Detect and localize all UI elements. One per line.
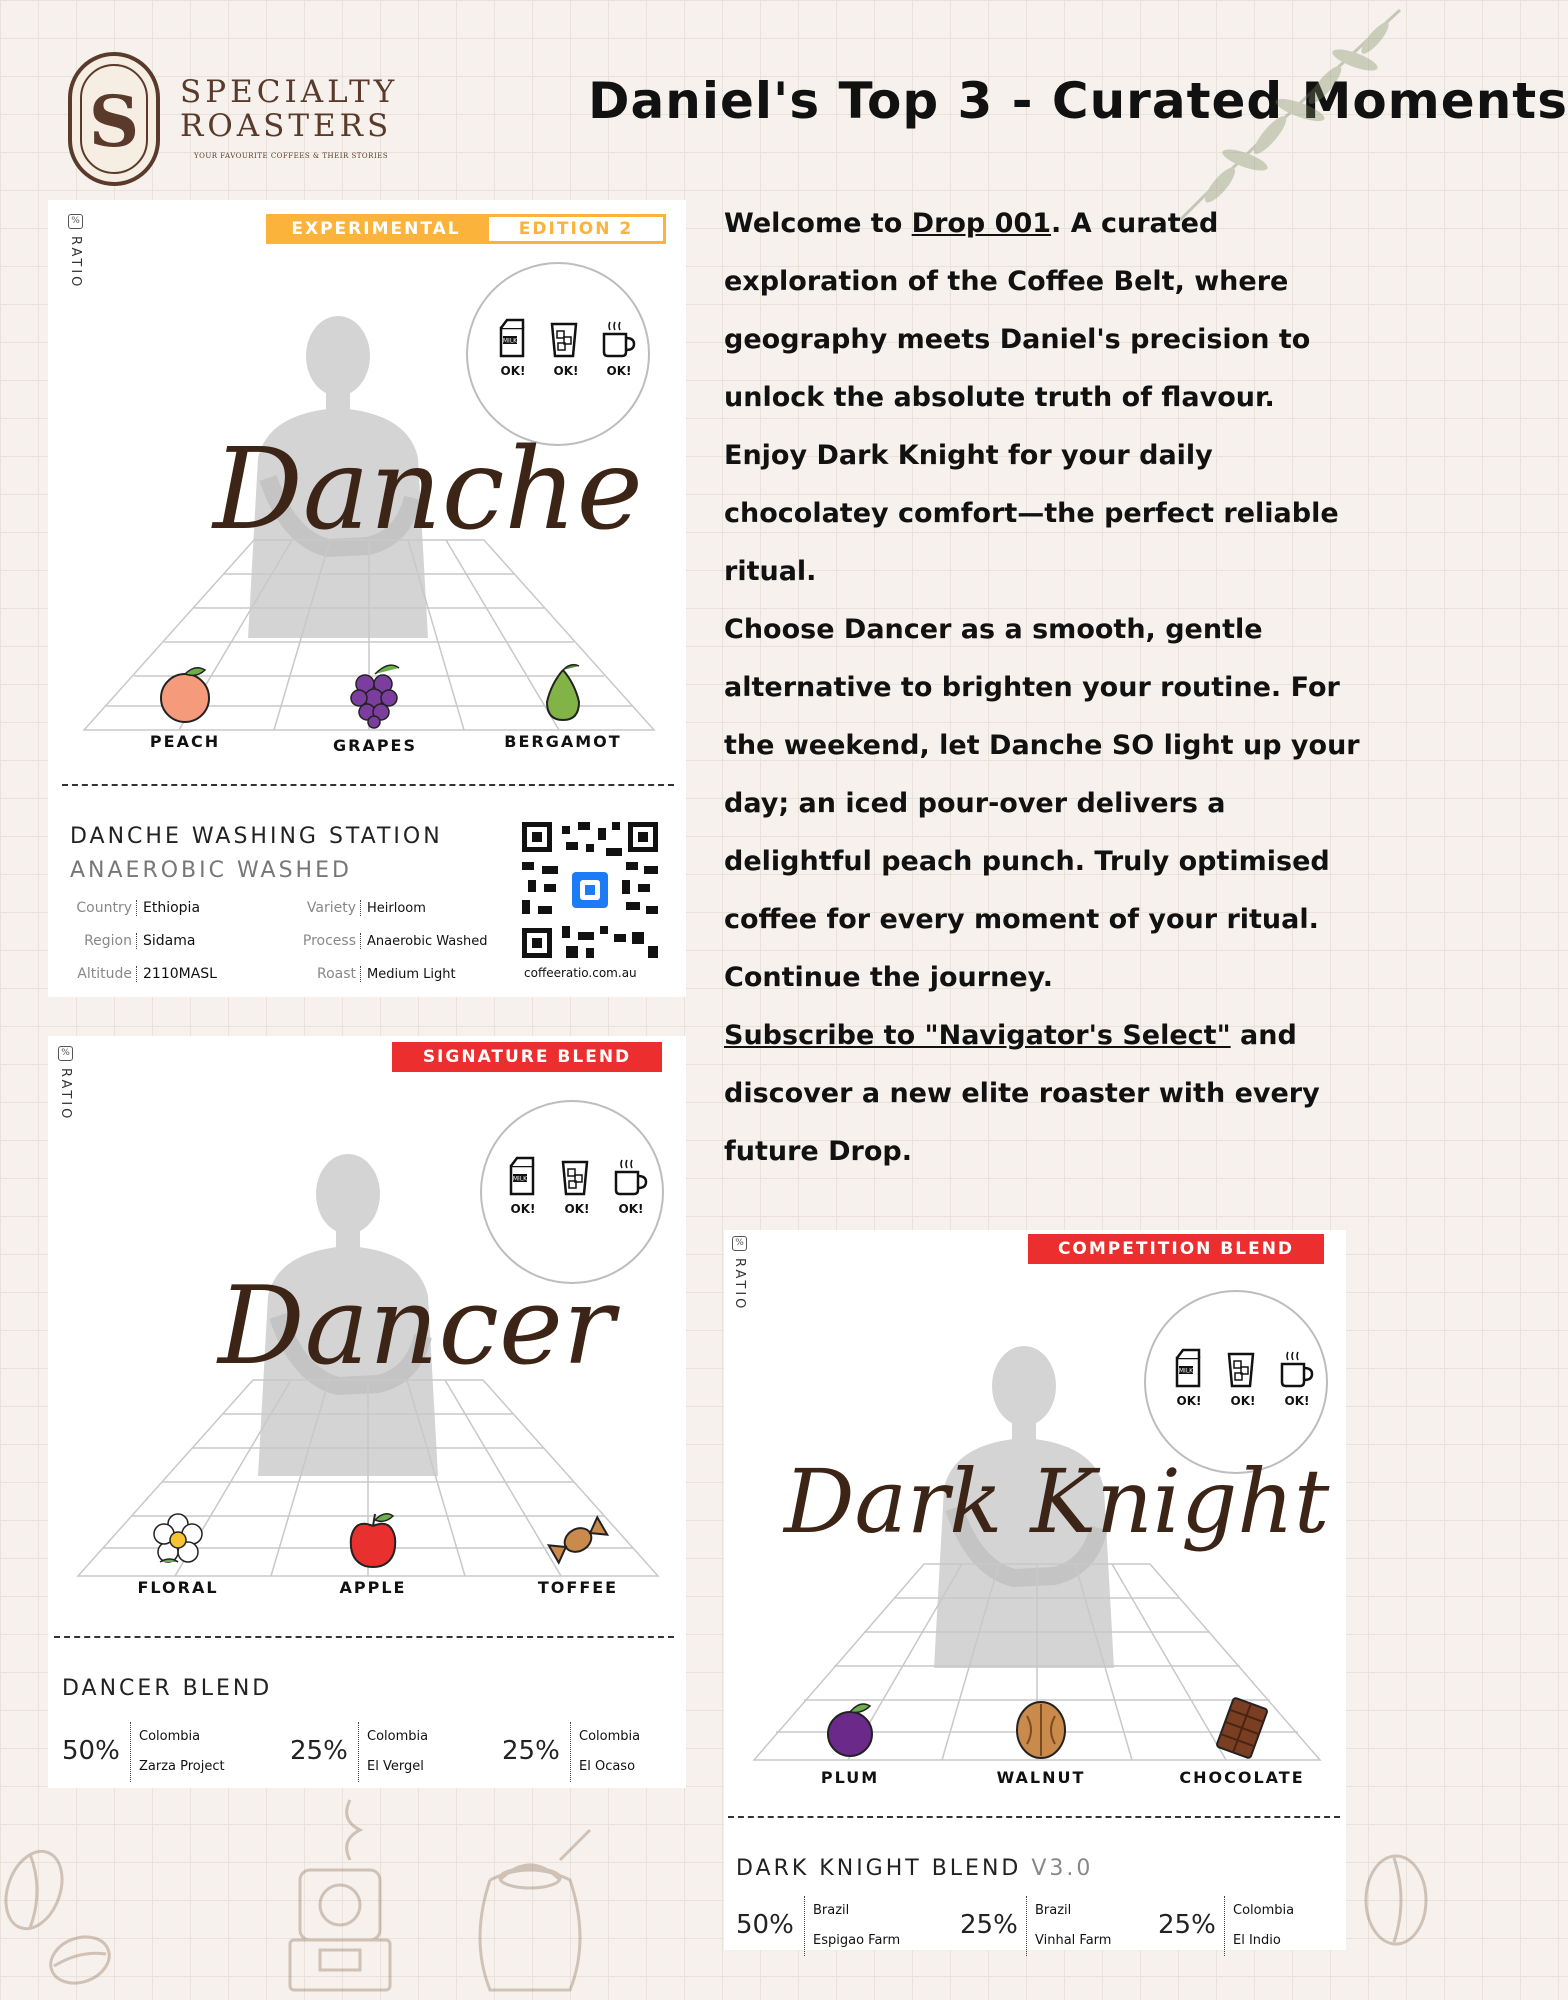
flavour-floral bbox=[98, 1510, 258, 1597]
component-origin: Colombia Zarza Project bbox=[130, 1722, 225, 1782]
flavour-chocolate bbox=[1162, 1696, 1322, 1787]
iced-ok-label: OK! bbox=[564, 1202, 590, 1216]
milk-icon bbox=[488, 318, 538, 378]
competition-blend-badge: COMPETITION BLEND bbox=[1028, 1234, 1324, 1264]
ratio-label: RATIO bbox=[732, 1258, 747, 1312]
hot-cup-icon bbox=[594, 318, 644, 378]
subscribe-link[interactable]: Subscribe to "Navigator's Select" bbox=[724, 1020, 1231, 1051]
ratio-label: RATIO bbox=[68, 236, 83, 290]
component-pct: 50% bbox=[62, 1736, 120, 1766]
detail-variety: Variety Heirloom bbox=[288, 900, 426, 916]
coffee-beans-decoration-icon bbox=[0, 1840, 120, 2000]
blend-title: DANCER BLEND bbox=[62, 1676, 273, 1701]
milk-ok-label: OK! bbox=[1176, 1394, 1202, 1408]
coffee-name: Dark Knight bbox=[784, 1450, 1330, 1553]
milk-icon bbox=[1164, 1348, 1214, 1408]
flavour-label: BERGAMOT bbox=[504, 732, 622, 751]
iced-icon bbox=[541, 318, 591, 378]
component-pct: 50% bbox=[736, 1910, 794, 1940]
process-subtitle: ANAEROBIC WASHED bbox=[70, 858, 352, 883]
blend-title: DARK KNIGHT BLEND V3.0 bbox=[736, 1856, 1094, 1881]
qr-code[interactable] bbox=[522, 822, 658, 958]
bergamot-icon bbox=[533, 660, 593, 724]
coffee-sack-decoration-icon bbox=[460, 1820, 600, 2000]
brand-tagline: YOUR FAVOURITE COFFEES & THEIR STORIES bbox=[194, 152, 389, 160]
roaster-machine-decoration-icon bbox=[270, 1790, 410, 2000]
apple-icon bbox=[343, 1510, 403, 1570]
flower-icon bbox=[148, 1510, 208, 1570]
detail-roast: Roast Medium Light bbox=[288, 966, 456, 982]
milk-ok-label: OK! bbox=[500, 364, 526, 378]
danche-card bbox=[48, 200, 686, 997]
plum-icon bbox=[820, 1696, 880, 1760]
flavour-bergamot bbox=[483, 660, 643, 751]
flavour-label: FLORAL bbox=[137, 1578, 219, 1597]
ratio-label: RATIO bbox=[58, 1068, 73, 1122]
flavour-label: PEACH bbox=[149, 732, 221, 751]
component-origin: Colombia El Indio bbox=[1224, 1896, 1294, 1956]
divider bbox=[62, 784, 674, 786]
detail-altitude: Altitude 2110MASL bbox=[60, 966, 217, 982]
website-url[interactable]: coffeeratio.com.au bbox=[524, 966, 637, 980]
iced-ok-label: OK! bbox=[553, 364, 579, 378]
detail-country: Country Ethiopia bbox=[60, 900, 200, 916]
coffee-name: Danche bbox=[213, 425, 643, 555]
hot-ok-label: OK! bbox=[618, 1202, 644, 1216]
detail-process: Process Anaerobic Washed bbox=[288, 933, 488, 949]
intro-p2: Enjoy Dark Knight for your daily chocolatey comfort—the perfect reliable ritual. bbox=[724, 440, 1339, 587]
flavour-label: CHOCOLATE bbox=[1179, 1768, 1305, 1787]
flavour-label: TOFFEE bbox=[537, 1578, 619, 1597]
intro-p5-post: and discover a new elite roaster with every future Drop. bbox=[724, 1020, 1320, 1167]
ratio-logo-icon: % bbox=[58, 1046, 73, 1061]
milk-ok-label: OK! bbox=[510, 1202, 536, 1216]
flavour-grapes bbox=[295, 660, 455, 755]
intro-p1-post: . A curated exploration of the Coffee Belt, where geography meets Daniel's precision to unlock the absolute truth of flavour. bbox=[724, 208, 1311, 413]
iced-icon bbox=[1218, 1348, 1268, 1408]
brand-logo bbox=[68, 52, 160, 186]
dark-knight-card bbox=[724, 1230, 1346, 1950]
iced-icon bbox=[552, 1156, 602, 1216]
component-origin: Brazil Vinhal Farm bbox=[1026, 1896, 1111, 1956]
component-pct: 25% bbox=[502, 1736, 560, 1766]
milk-icon bbox=[498, 1156, 548, 1216]
peach-icon bbox=[155, 660, 215, 724]
signature-blend-badge: SIGNATURE BLEND bbox=[392, 1042, 662, 1072]
ratio-logo-icon: % bbox=[732, 1236, 747, 1251]
experimental-badge: EXPERIMENTAL bbox=[266, 214, 486, 244]
divider bbox=[54, 1636, 674, 1638]
drop-001-link[interactable]: Drop 001 bbox=[911, 208, 1052, 239]
page-title: Daniel's Top 3 - Curated Moments bbox=[588, 72, 1568, 130]
flavour-apple bbox=[293, 1510, 453, 1597]
flavour-label: GRAPES bbox=[332, 736, 417, 755]
iced-ok-label: OK! bbox=[1230, 1394, 1256, 1408]
flavour-plum bbox=[770, 1696, 930, 1787]
coffee-bean-right-decoration-icon bbox=[1346, 1840, 1409, 1980]
brand-name-line2: ROASTERS bbox=[180, 108, 393, 144]
component-origin: Brazil Espigao Farm bbox=[804, 1896, 900, 1956]
flavour-toffee bbox=[498, 1510, 658, 1597]
dancer-card bbox=[48, 1036, 686, 1788]
hot-cup-icon bbox=[606, 1156, 656, 1216]
chocolate-icon bbox=[1212, 1696, 1272, 1760]
component-pct: 25% bbox=[1158, 1910, 1216, 1940]
flavour-label: APPLE bbox=[339, 1578, 407, 1597]
flavour-label: PLUM bbox=[820, 1768, 880, 1787]
component-pct: 25% bbox=[290, 1736, 348, 1766]
hot-ok-label: OK! bbox=[1284, 1394, 1310, 1408]
version-label: V3.0 bbox=[1031, 1856, 1094, 1881]
intro-text bbox=[724, 195, 1364, 1181]
intro-p3: Choose Dancer as a smooth, gentle alternative to brighten your routine. For the weekend, let Danche SO light up your day; an iced pour-over delivers a delightful peach punch. Truly optimised coffee for every moment of your ritual. bbox=[724, 614, 1360, 935]
intro-p4: Continue the journey. bbox=[724, 962, 1053, 993]
station-title: DANCHE WASHING STATION bbox=[70, 824, 443, 849]
brand-name-line1: SPECIALTY bbox=[180, 74, 399, 110]
component-pct: 25% bbox=[960, 1910, 1018, 1940]
flavour-peach bbox=[105, 660, 265, 751]
ratio-logo-icon: % bbox=[68, 214, 83, 229]
divider bbox=[728, 1816, 1340, 1818]
component-origin: Colombia El Vergel bbox=[358, 1722, 428, 1782]
hot-cup-icon bbox=[1272, 1348, 1322, 1408]
grapes-icon bbox=[345, 660, 405, 728]
hot-ok-label: OK! bbox=[606, 364, 632, 378]
walnut-icon bbox=[1011, 1696, 1071, 1760]
detail-region: Region Sidama bbox=[60, 933, 195, 949]
edition-badge: EDITION 2 bbox=[486, 214, 666, 244]
intro-p1-pre: Welcome to bbox=[724, 208, 912, 239]
flavour-walnut bbox=[961, 1696, 1121, 1787]
component-origin: Colombia El Ocaso bbox=[570, 1722, 640, 1782]
flavour-label: WALNUT bbox=[996, 1768, 1086, 1787]
coffee-name: Dancer bbox=[218, 1264, 615, 1389]
toffee-icon bbox=[546, 1510, 610, 1570]
logo-letter: S bbox=[88, 80, 140, 163]
